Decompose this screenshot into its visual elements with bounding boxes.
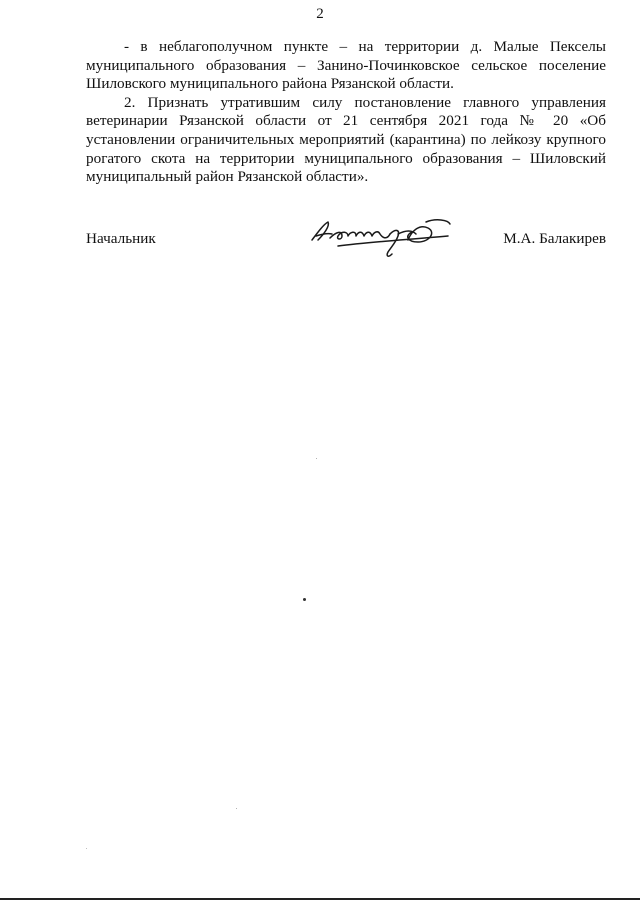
scan-speck [236, 808, 237, 809]
signer-name: М.А. Балакирев [503, 230, 606, 247]
document-body [86, 38, 606, 187]
scan-speck [86, 848, 87, 849]
handwritten-signature [308, 216, 458, 262]
scan-edge-line [0, 898, 640, 900]
scan-speck [303, 598, 306, 601]
signature-block [86, 224, 606, 264]
paragraph-area-description: - в неблагополучном пункте – на территории д. Малые Пекселы муниципального образования – Занино-Починковское сельское поселение Шиловского муниципального района Рязанской области. [86, 38, 606, 93]
signer-position: Начальник [86, 230, 156, 247]
scan-speck [316, 458, 317, 459]
paragraph-repeal-resolution: 2. Признать утратившим силу постановление главного управления ветеринарии Рязанской области от 21 сентября 2021 года № 20 «Об установлении ограничительных мероприятий (карантина) по лейкозу крупного рогатого скота на территории муниципального образования – Шиловский муниципальный район Рязанской области». [86, 93, 606, 186]
page-number: 2 [316, 6, 324, 22]
